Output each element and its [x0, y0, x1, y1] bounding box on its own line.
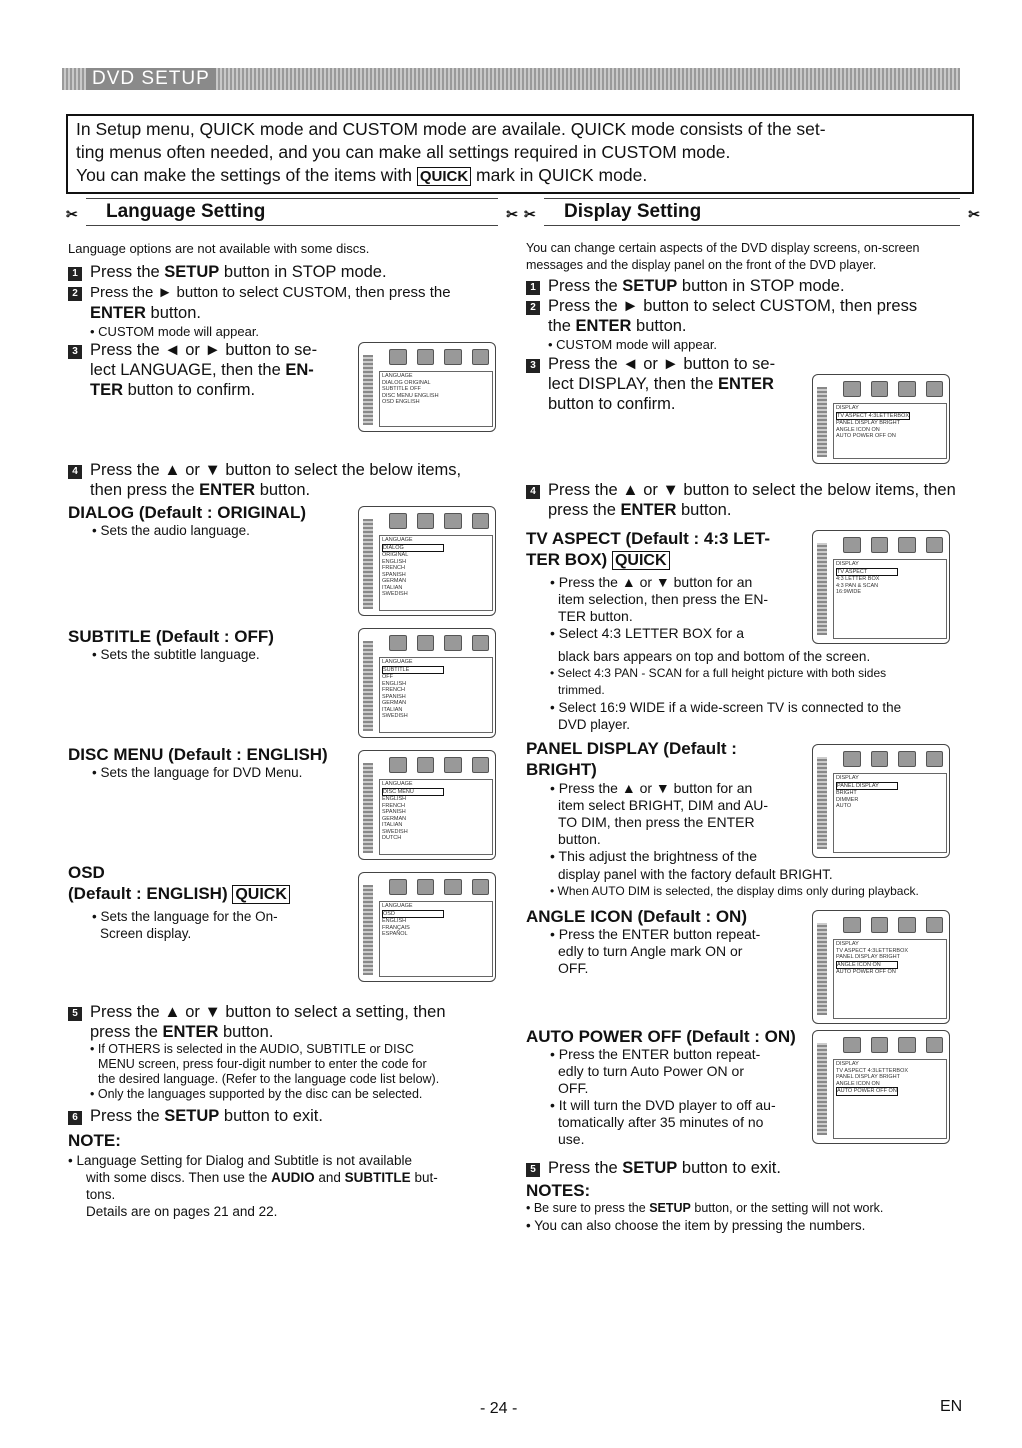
display-notes-body: • Be sure to press the SETUP button, or the setting will not work. • You can also choose the item by pressing the numbers.	[526, 1201, 884, 1233]
subtitle-heading: SUBTITLE (Default : OFF)	[68, 627, 274, 646]
step-number-icon: 3	[68, 345, 82, 359]
step-number-icon: 2	[68, 287, 82, 301]
screen-language-menu: LANGUAGE DIALOG ORIGINAL SUBTITLE OFF DISC MENU ENGLISH OSD ENGLISH	[358, 342, 496, 432]
angle-icon-bullets: • Press the ENTER button repeat- edly to turn Angle mark ON or OFF.	[550, 926, 761, 976]
lang-note-body: • Language Setting for Dialog and Subtitle is not available with some discs. Then use the AUDIO and SUBTITLE but- tons. Details are on pages 21 and 22.	[68, 1153, 438, 1219]
subtitle-note: • Sets the subtitle language.	[92, 647, 260, 662]
page-number: - 24 -	[480, 1400, 518, 1417]
osd-note: • Sets the language for the On- Screen display.	[92, 909, 278, 941]
disc-menu-heading: DISC MENU (Default : ENGLISH)	[68, 745, 328, 764]
scissor-right-icon: ✂	[506, 206, 518, 222]
intro-line-2: ting menus often needed, and you can make all settings required in CUSTOM mode.	[76, 142, 731, 162]
disp-step-2: 2 Press the ► button to select CUSTOM, then press the ENTER button. • CUSTOM mode will appear.	[526, 296, 966, 353]
dialog-heading: DIALOG (Default : ORIGINAL)	[68, 503, 306, 522]
step-number-icon: 5	[526, 1163, 540, 1177]
screen-angle-icon: DISPLAY TV ASPECT 4:3LETTERBOX PANEL DISPLAY BRIGHT ANGLE ICON ON AUTO POWER OFF ON	[812, 910, 950, 1024]
lang-step-3: 3 Press the ◄ or ► button to se- lect LANGUAGE, then the EN- TER button to confirm.	[68, 340, 358, 400]
panel-display-heading: PANEL DISPLAY (Default : BRIGHT)	[526, 739, 737, 779]
screen-osd: LANGUAGE OSD ENGLISH FRANÇAIS ESPAÑOL	[358, 872, 496, 982]
intro-line-3: You can make the settings of the items with QUICK mark in QUICK mode.	[76, 165, 648, 185]
screen-subtitle: LANGUAGE SUBTITLE OFF ENGLISH FRENCH SPANISH GERMAN ITALIAN SWEDISH	[358, 628, 496, 738]
display-section-title: Display Setting	[564, 201, 702, 222]
step-number-icon: 5	[68, 1007, 82, 1021]
tv-aspect-bullets-short: • Press the ▲ or ▼ button for an item selection, then press the EN- TER button. • Select 4:3 LETTER BOX for a	[550, 574, 769, 641]
quick-mark: QUICK	[417, 167, 471, 186]
lang-step-5: 5 Press the ▲ or ▼ button to select a setting, then press the ENTER button. • If OTHERS is selected in the AUDIO, SUBTITLE or DISC MENU screen, press four-digit number to enter the code for the desired language. (Refer to the language code list below). • Only the languages supported by the disc can be selected.	[68, 1002, 508, 1102]
tv-aspect-bullets-long: black bars appears on top and bottom of the screen. • Select 4:3 PAN - SCAN for a full height picture with both sides trimmed. • Select 16:9 WIDE if a wide-screen TV is connected to the DVD player.	[550, 649, 902, 732]
scissor-left-icon: ✂	[524, 206, 536, 222]
display-section-header	[524, 198, 980, 226]
display-note: You can change certain aspects of the DVD display screens, on-screen messages and the display panel on the front of the DVD player.	[526, 241, 920, 272]
quick-mark: QUICK	[232, 885, 290, 904]
disp-step-5: 5 Press the SETUP button to exit.	[526, 1158, 966, 1178]
screen-dialog: LANGUAGE DIALOG ORIGINAL ENGLISH FRENCH SPANISH GERMAN ITALIAN SWEDISH	[358, 506, 496, 616]
disp-step-3: 3 Press the ◄ or ► button to se- lect DISPLAY, then the ENTER button to confirm.	[526, 354, 816, 414]
lang-step-2: 2 Press the ► button to select CUSTOM, then press the ENTER button. • CUSTOM mode will appear.	[68, 282, 508, 340]
page-title: DVD SETUP	[86, 68, 216, 90]
tv-aspect-heading: TV ASPECT (Default : 4:3 LET- TER BOX) QUICK	[526, 529, 771, 569]
panel-display-bullets: • Press the ▲ or ▼ button for an item select BRIGHT, DIM and AU- TO DIM, then press the ENTER button. • This adjust the brightness of the	[550, 780, 769, 864]
lang-step-1: 1 Press the SETUP button in STOP mode.	[68, 262, 508, 282]
language-note: Language options are not available with some discs.	[68, 241, 370, 256]
step-number-icon: 2	[526, 301, 540, 315]
quick-mark: QUICK	[612, 551, 670, 570]
screen-auto-power-off: DISPLAY TV ASPECT 4:3LETTERBOX PANEL DISPLAY BRIGHT ANGLE ICON ON AUTO POWER OFF ON	[812, 1030, 950, 1144]
step-number-icon: 6	[68, 1111, 82, 1125]
screen-tv-aspect: DISPLAY TV ASPECT 4:3 LETTER BOX 4:3 PAN & SCAN 16:9WIDE	[812, 530, 950, 644]
step-number-icon: 3	[526, 359, 540, 373]
angle-icon-heading: ANGLE ICON (Default : ON)	[526, 907, 747, 926]
step-number-icon: 1	[526, 281, 540, 295]
disp-step-1: 1 Press the SETUP button in STOP mode.	[526, 276, 966, 296]
dialog-note: • Sets the audio language.	[92, 523, 250, 538]
intro-line-1: In Setup menu, QUICK mode and CUSTOM mode are availale. QUICK mode consists of the set-	[76, 119, 826, 139]
lang-step-6: 6 Press the SETUP button to exit.	[68, 1106, 508, 1126]
intro-box	[66, 114, 974, 194]
step-number-icon: 4	[68, 465, 82, 479]
scissor-right-icon: ✂	[968, 206, 980, 222]
panel-display-bullets-long: display panel with the factory default BRIGHT. • When AUTO DIM is selected, the display dims only during playback.	[550, 867, 919, 898]
display-notes-heading: NOTES:	[526, 1181, 591, 1200]
lang-step-4: 4 Press the ▲ or ▼ button to select the below items, then press the ENTER button.	[68, 460, 508, 500]
step-number-icon: 4	[526, 485, 540, 499]
language-section-header	[66, 198, 518, 226]
auto-power-off-bullets: • Press the ENTER button repeat- edly to turn Auto Power ON or OFF. • It will turn the DVD player to off au- tomatically after 35 minutes of no use.	[550, 1046, 776, 1147]
language-section-title: Language Setting	[106, 201, 266, 222]
lang-note-heading: NOTE:	[68, 1131, 121, 1150]
scissor-left-icon: ✂	[66, 206, 78, 222]
disp-step-4: 4 Press the ▲ or ▼ button to select the below items, then press the ENTER button.	[526, 480, 966, 520]
screen-panel-display: DISPLAY PANEL DISPLAY BRIGHT DIMMER AUTO	[812, 744, 950, 858]
screen-display-menu: DISPLAY TV ASPECT 4:3LETTERBOX PANEL DISPLAY BRIGHT ANGLE ICON ON AUTO POWER OFF ON	[812, 374, 950, 464]
screen-disc-menu: LANGUAGE DISC MENU ENGLISH FRENCH SPANISH GERMAN ITALIAN SWEDISH DUTCH	[358, 750, 496, 860]
step-number-icon: 1	[68, 267, 82, 281]
language-code: EN	[940, 1398, 963, 1415]
osd-heading: OSD (Default : ENGLISH) QUICK	[68, 862, 348, 905]
auto-power-off-heading: AUTO POWER OFF (Default : ON)	[526, 1027, 796, 1046]
disc-menu-note: • Sets the language for DVD Menu.	[92, 765, 303, 780]
